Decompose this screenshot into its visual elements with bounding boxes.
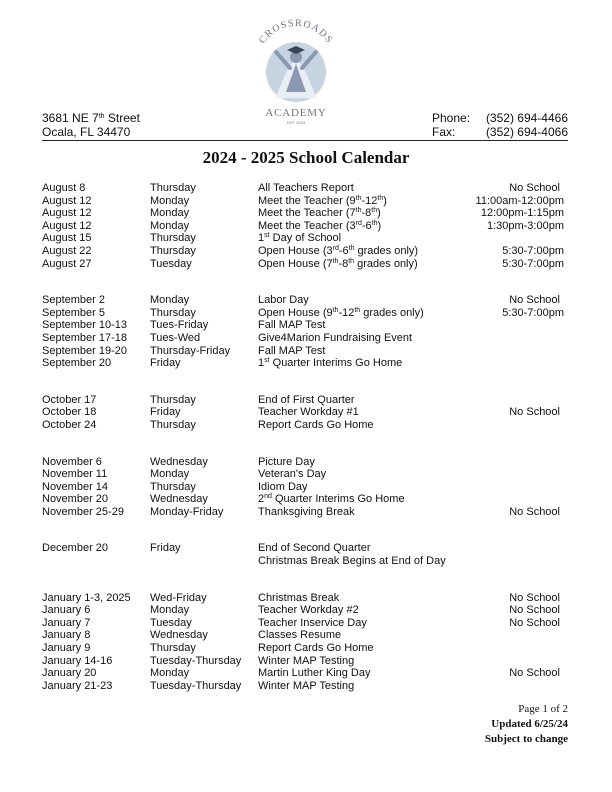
event-date: August 12 — [42, 207, 92, 220]
event-name: Picture Day — [258, 455, 315, 468]
event-name: Classes Resume — [258, 629, 342, 642]
event-name: Winter MAP Testing — [258, 654, 355, 667]
event-note — [454, 468, 568, 481]
event-date: September 17-18 — [42, 331, 127, 344]
event-note: 12:00pm-1:15pm — [480, 207, 564, 220]
calendar-row — [42, 468, 568, 481]
calendar-row — [42, 617, 568, 630]
phone-label: Phone: — [432, 111, 471, 125]
calendar-row — [42, 245, 568, 258]
event-name: Teacher Inservice Day — [258, 616, 367, 629]
event-date: November 14 — [42, 480, 109, 493]
event-note — [454, 357, 568, 370]
event-name: Report Cards Go Home — [258, 418, 374, 431]
month-block — [42, 542, 568, 567]
calendar-row — [42, 542, 568, 555]
event-name: 1st Quarter Interims Go Home — [258, 357, 403, 370]
event-date: August 22 — [42, 244, 92, 257]
event-name: Martin Luther King Day — [258, 667, 371, 680]
event-note — [454, 419, 568, 432]
event-name: All Teachers Report — [258, 182, 354, 194]
event-note — [454, 493, 568, 506]
calendar-row — [42, 319, 568, 332]
address-line2: Ocala, FL 34470 — [42, 125, 131, 139]
event-name: Veteran's Day — [258, 468, 327, 481]
calendar-row — [42, 294, 568, 307]
event-name: Fall MAP Test — [258, 344, 326, 357]
event-day: Thursday — [150, 232, 196, 245]
fax-label: Fax: — [432, 125, 456, 139]
event-day: Monday — [150, 667, 190, 680]
calendar-row — [42, 195, 568, 208]
subject-to-change: Subject to change — [484, 733, 568, 745]
event-date: August 27 — [42, 257, 92, 270]
event-name: Report Cards Go Home — [258, 642, 374, 655]
event-day: Monday — [150, 219, 190, 232]
month-block — [42, 182, 568, 270]
event-name: Give4Marion Fundraising Event — [258, 331, 413, 344]
event-date: November 11 — [42, 468, 108, 481]
event-date: September 10-13 — [42, 319, 127, 332]
event-note — [454, 542, 568, 555]
event-day: Tuesday — [150, 257, 192, 270]
calendar-row — [42, 456, 568, 469]
event-note: 5:30-7:00pm — [502, 306, 564, 319]
event-date: January 1-3, 2025 — [42, 591, 131, 604]
event-day: Thursday — [150, 182, 196, 194]
event-date: January 20 — [42, 667, 97, 680]
calendar-row — [42, 555, 568, 568]
calendar-row — [42, 629, 568, 642]
calendar-row — [42, 232, 568, 245]
event-note — [454, 232, 568, 245]
event-day — [150, 555, 258, 568]
calendar-row — [42, 394, 568, 407]
event-day: Wednesday — [150, 493, 208, 506]
calendar-row — [42, 604, 568, 617]
event-note — [454, 394, 568, 407]
calendar-row — [42, 345, 568, 358]
calendar-row — [42, 655, 568, 668]
event-day: Thursday — [150, 244, 196, 257]
phone-number: (352) 694-4466 — [485, 111, 568, 125]
event-name: Labor Day — [258, 294, 309, 307]
event-date: January 9 — [42, 642, 91, 655]
event-day: Thursday-Friday — [150, 344, 231, 357]
crossroads-academy-logo — [246, 8, 346, 136]
month-block — [42, 592, 568, 693]
event-note — [454, 345, 568, 358]
event-day: Monday — [150, 294, 190, 307]
event-date: August 8 — [42, 182, 86, 194]
event-note — [454, 642, 568, 655]
logo-est: EST. 2003 — [286, 120, 306, 125]
event-date: January 14-16 — [42, 654, 113, 667]
event-note — [454, 319, 568, 332]
calendar-list — [42, 182, 568, 716]
event-day: Friday — [150, 542, 181, 555]
event-day: Wednesday — [150, 455, 208, 468]
event-day: Thursday — [150, 418, 196, 431]
event-name: Meet the Teacher (7th-8th) — [258, 207, 381, 220]
event-day: Thursday — [150, 642, 196, 655]
event-date: January 6 — [42, 604, 91, 617]
calendar-row — [42, 207, 568, 220]
event-date: November 25-29 — [42, 505, 124, 518]
event-name: Thanksgiving Break — [258, 505, 355, 518]
event-day: Monday — [150, 468, 190, 481]
logo-arc-text: CROSSROADS — [257, 17, 335, 46]
event-name: Christmas Break — [258, 591, 340, 604]
event-name: Teacher Workday #2 — [258, 604, 359, 617]
event-day: Monday — [150, 194, 190, 207]
event-date: October 18 — [42, 406, 97, 419]
event-note — [454, 655, 568, 668]
event-day: Tues-Friday — [150, 319, 209, 332]
event-date: September 20 — [42, 357, 112, 370]
event-name: 1st Day of School — [258, 232, 342, 245]
school-contact — [432, 111, 568, 139]
calendar-row — [42, 419, 568, 432]
event-day: Friday — [150, 357, 181, 370]
event-date: December 20 — [42, 542, 109, 555]
event-day: Friday — [150, 406, 181, 419]
address-line1: 3681 NE 7th Street — [42, 111, 140, 125]
page-title: 2024 - 2025 School Calendar — [202, 148, 410, 167]
event-name: Meet the Teacher (3rd-6th) — [258, 219, 382, 232]
event-name: Idiom Day — [258, 480, 308, 493]
event-name: Fall MAP Test — [258, 319, 326, 332]
page-number-text: Page 1 of 2 — [518, 703, 568, 715]
calendar-row — [42, 258, 568, 271]
event-day: Wed-Friday — [150, 591, 207, 604]
event-note: No School — [509, 182, 560, 194]
event-name: End of Second Quarter — [258, 542, 371, 555]
calendar-row — [42, 406, 568, 419]
event-name: Teacher Workday #1 — [258, 406, 359, 419]
event-name: Open House (3rd-6th grades only) — [258, 244, 419, 257]
event-day: Tuesday — [150, 616, 192, 629]
event-date: October 17 — [42, 393, 97, 406]
event-note: No School — [509, 604, 560, 617]
month-block — [42, 394, 568, 432]
event-date: August 12 — [42, 194, 92, 207]
event-day: Monday — [150, 207, 190, 220]
calendar-row — [42, 182, 568, 195]
calendar-row — [42, 307, 568, 320]
event-date: January 7 — [42, 616, 91, 629]
event-name: Christmas Break Begins at End of Day — [258, 555, 446, 568]
calendar-row — [42, 506, 568, 519]
event-day: Tuesday-Thursday — [150, 679, 242, 692]
month-block — [42, 294, 568, 370]
event-note: No School — [509, 505, 560, 518]
updated-date: Updated 6/25/24 — [491, 718, 568, 730]
event-name: Meet the Teacher (9th-12th) — [258, 194, 387, 207]
event-note: No School — [509, 406, 560, 419]
calendar-row — [42, 481, 568, 494]
event-day: Monday — [150, 604, 190, 617]
event-name: 2nd Quarter Interims Go Home — [258, 493, 405, 506]
calendar-row — [42, 357, 568, 370]
event-name: Open House (7th-8th grades only) — [258, 257, 418, 270]
event-date: August 15 — [42, 232, 92, 245]
event-note — [454, 481, 568, 494]
event-note: No School — [509, 616, 560, 629]
event-name: Open House (9th-12th grades only) — [258, 306, 424, 319]
month-block — [42, 456, 568, 519]
event-note: 1:30pm-3:00pm — [486, 219, 564, 232]
calendar-row — [42, 220, 568, 233]
event-note — [454, 680, 568, 693]
event-date: October 24 — [42, 418, 97, 431]
svg-text:CROSSROADS — [257, 18, 335, 46]
calendar-row — [42, 667, 568, 680]
event-day: Thursday — [150, 480, 196, 493]
event-day: Thursday — [150, 306, 196, 319]
page-footer — [485, 702, 568, 747]
event-date: November 6 — [42, 455, 102, 468]
event-note — [454, 456, 568, 469]
calendar-row — [42, 493, 568, 506]
logo-name: ACADEMY — [265, 107, 327, 119]
event-date: August 12 — [42, 219, 92, 232]
header-divider — [42, 140, 568, 141]
event-note: No School — [509, 294, 560, 307]
event-note: No School — [509, 591, 560, 604]
event-date: January 8 — [42, 629, 91, 642]
event-name: End of First Quarter — [258, 393, 355, 406]
event-date — [42, 555, 150, 568]
event-date: September 5 — [42, 306, 105, 319]
school-address — [42, 111, 140, 139]
calendar-row — [42, 332, 568, 345]
event-date: November 20 — [42, 493, 109, 506]
event-note — [454, 332, 568, 345]
event-date: September 2 — [42, 294, 105, 307]
event-day: Tues-Wed — [150, 331, 201, 344]
event-name: Winter MAP Testing — [258, 679, 355, 692]
event-note — [454, 629, 568, 642]
event-date: September 19-20 — [42, 344, 127, 357]
event-day: Wednesday — [150, 629, 208, 642]
event-note: 11:00am-12:00pm — [475, 194, 564, 207]
event-note — [454, 555, 568, 568]
calendar-row — [42, 680, 568, 693]
fax-number: (352) 694-4066 — [485, 125, 568, 139]
event-note: 5:30-7:00pm — [502, 257, 564, 270]
event-day: Tuesday-Thursday — [150, 654, 242, 667]
event-date: January 21-23 — [42, 679, 113, 692]
calendar-row — [42, 642, 568, 655]
page-number — [485, 702, 568, 717]
event-day: Monday-Friday — [150, 505, 224, 518]
event-day: Thursday — [150, 393, 196, 406]
event-note: No School — [509, 667, 560, 680]
calendar-row — [42, 592, 568, 605]
event-note: 5:30-7:00pm — [502, 244, 564, 257]
